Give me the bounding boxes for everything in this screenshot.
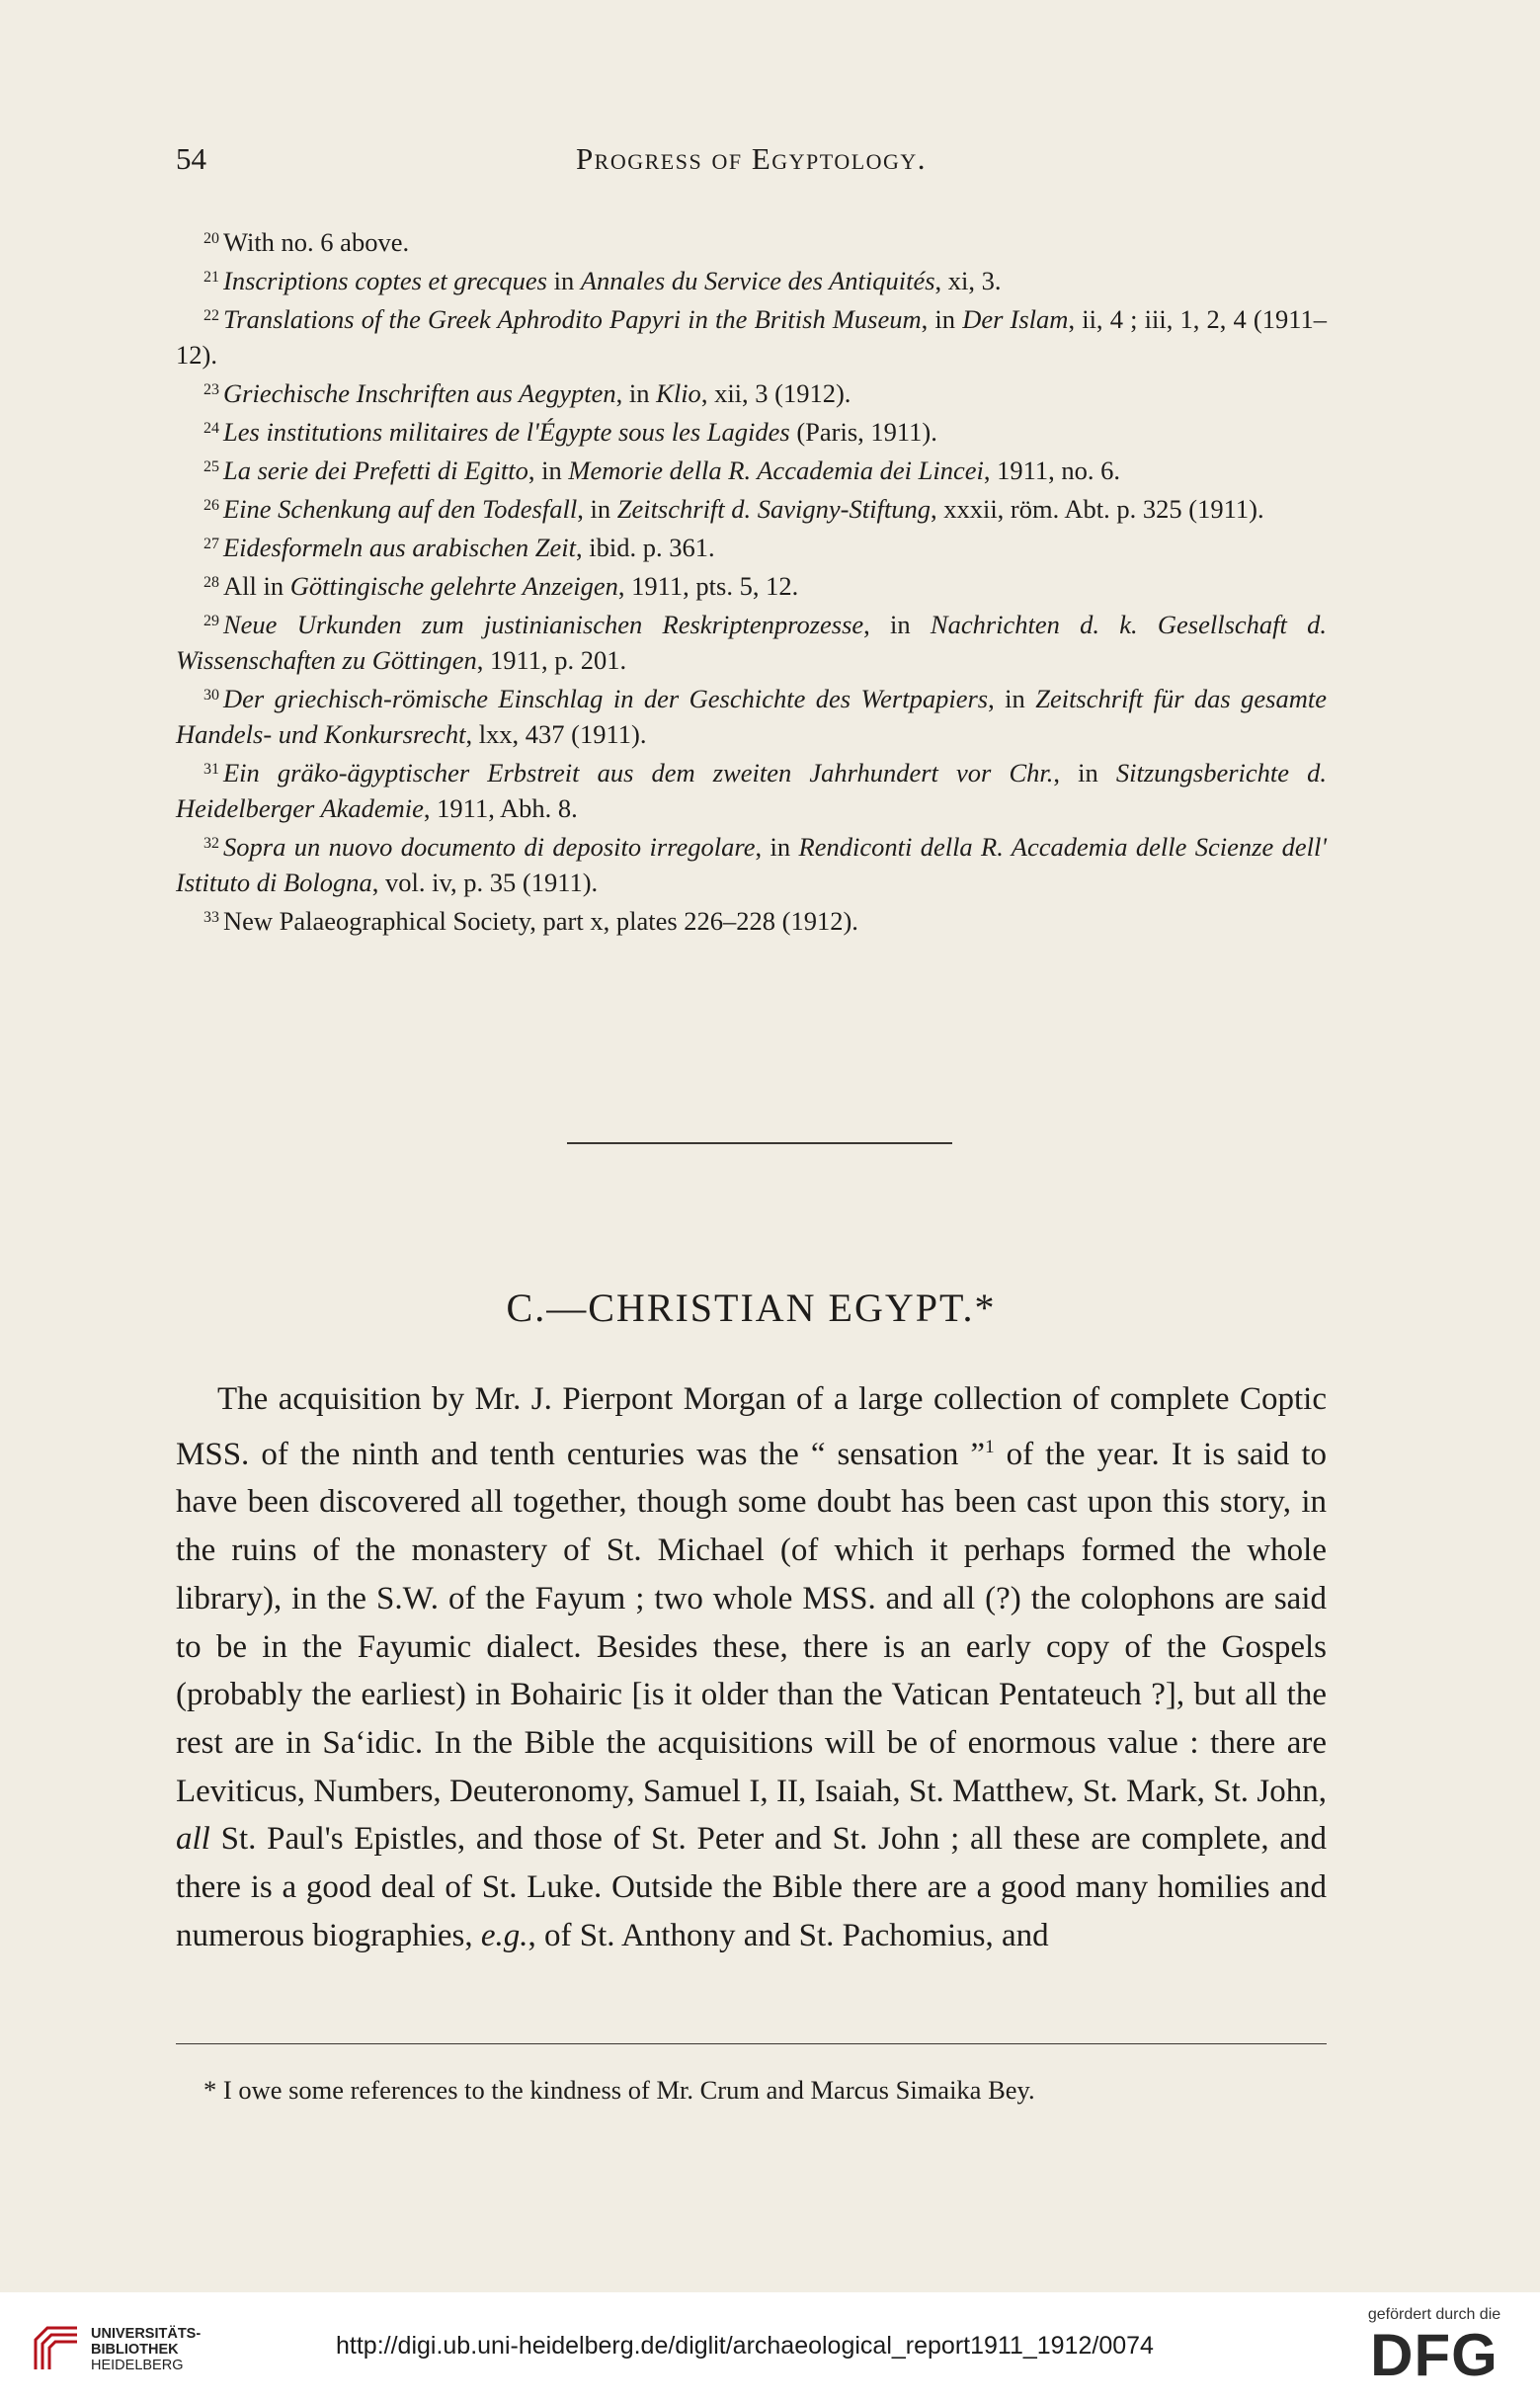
endnote bbox=[176, 450, 1327, 488]
endnote-title: Translations of the Greek Aphrodito Papyri in the British Museum bbox=[223, 304, 922, 334]
endnote-title: Eine Schenkung auf den Todesfall bbox=[223, 494, 578, 524]
endnote bbox=[176, 411, 1327, 450]
endnote bbox=[176, 752, 1327, 826]
body-italic: all bbox=[176, 1821, 210, 1858]
footnote-rule bbox=[176, 2043, 1327, 2044]
endnote-title: Nachrichten d. k. Gesellschaft d. Wissenschaften zu Göttingen bbox=[176, 610, 1328, 675]
endnote-title: Göttingische gelehrte Anzeigen bbox=[289, 571, 618, 601]
endnote bbox=[176, 565, 1327, 604]
endnote-text: , in bbox=[755, 832, 799, 862]
library-logo[interactable] bbox=[28, 2314, 235, 2383]
endnote-title: Memorie della R. Accademia dei Lincei bbox=[568, 456, 984, 485]
endnote-title: Sitzungsberichte d. Heidelberger Akademie bbox=[176, 758, 1327, 823]
page-number: 54 bbox=[176, 141, 206, 176]
endnote-text: , in bbox=[615, 378, 657, 408]
endnote bbox=[176, 260, 1327, 298]
endnote-number: 31 bbox=[203, 761, 219, 778]
endnote-number: 20 bbox=[203, 230, 219, 247]
endnote bbox=[176, 298, 1327, 373]
sponsor-caption: gefördert durch die bbox=[1367, 2306, 1501, 2323]
endnote bbox=[176, 826, 1327, 900]
endnote-title: La serie dei Prefetti di Egitto bbox=[223, 456, 528, 485]
endnote-text: , in bbox=[988, 684, 1036, 713]
endnote-text: , in bbox=[921, 304, 963, 334]
endnote-number: 26 bbox=[203, 497, 219, 514]
endnote-number: 32 bbox=[203, 835, 219, 852]
endnote-text: , xii, 3 (1912). bbox=[700, 378, 851, 408]
endnote-text: , 1911, p. 201. bbox=[476, 645, 627, 675]
endnote bbox=[176, 373, 1327, 411]
endnote-title: Zeitschrift d. Savigny-Stiftung bbox=[616, 494, 931, 524]
endnote-text: , lxx, 437 (1911). bbox=[465, 719, 647, 749]
endnote-text: , in bbox=[863, 610, 931, 639]
endnote-number: 27 bbox=[203, 536, 219, 552]
endnote-text: (Paris, 1911). bbox=[789, 417, 937, 447]
dfg-logo: DFG bbox=[1370, 2322, 1499, 2388]
library-name-line: HEIDELBERG bbox=[91, 2358, 184, 2373]
body-text bbox=[176, 1375, 1327, 1959]
endnote-text: , ii, 4 ; iii, 1, 2, 4 (1911–12). bbox=[176, 304, 1327, 370]
dfg-sponsor[interactable] bbox=[1350, 2306, 1518, 2395]
endnote-title: Sopra un nuovo documento di deposito irregolare bbox=[223, 832, 756, 862]
footnote-reference: 1 bbox=[985, 1436, 995, 1457]
endnote bbox=[176, 221, 1327, 260]
endnote-title: Zeitschrift für das gesamte Handels- und Konkursrecht bbox=[176, 684, 1328, 749]
endnote-text: , xxxii, röm. Abt. p. 325 (1911). bbox=[930, 494, 1264, 524]
endnote-text: , in bbox=[527, 456, 569, 485]
body-italic: e.g. bbox=[480, 1917, 528, 1953]
endnote-title: Rendiconti della R. Accademia delle Scienze dell' Istituto di Bologna bbox=[176, 832, 1327, 897]
section-heading: C.—CHRISTIAN EGYPT.* bbox=[506, 1285, 997, 1330]
running-title: Progress of Egyptology. bbox=[575, 141, 928, 176]
library-logo-icon bbox=[28, 2320, 85, 2377]
body-text-span: of the year. It is said to have been discovered all together, though some doubt has been cast upon this story, in the ruins of the monastery of St. Michael (of which it perhaps formed the whole library), in the S.W. of the Fayum ; two whole MSS. and all (?) the colophons are said to be in the Fayumic dialect. Besides these, there is an early copy of the Gospels (probably the earliest) in Bohairic [is it older than the Vatican Pentateuch ?], but all the rest are in Saʻidic. In the Bible the acquisitions will be of enormous value : there are Leviticus, Numbers, Deuteronomy, Samuel I, II, Isaiah, St. Matthew, St. Mark, St. John, bbox=[176, 1436, 1327, 1809]
section-divider bbox=[567, 1142, 952, 1144]
endnote-number: 28 bbox=[203, 574, 219, 591]
endnote-text: , xi, 3. bbox=[934, 266, 1002, 295]
endnote-text: , 1911, no. 6. bbox=[983, 456, 1120, 485]
endnote-title: Ein gräko-ägyptischer Erbstreit aus dem zweiten Jahrhundert vor Chr. bbox=[223, 758, 1054, 787]
endnote-text: , 1911, pts. 5, 12. bbox=[617, 571, 799, 601]
endnote-text: , in bbox=[577, 494, 617, 524]
endnote-number: 24 bbox=[203, 420, 219, 437]
endnote-text: All in bbox=[223, 571, 290, 601]
endnote-title: Der griechisch-römische Einschlag in der Geschichte des Wertpapiers bbox=[223, 684, 989, 713]
endnote bbox=[176, 678, 1327, 752]
endnote bbox=[176, 488, 1327, 527]
endnote-text: , vol. iv, p. 35 (1911). bbox=[371, 868, 599, 897]
viewer-footer bbox=[0, 2292, 1540, 2403]
endnote-text: , in bbox=[1053, 758, 1116, 787]
endnote bbox=[176, 604, 1327, 678]
endnote-title: Neue Urkunden zum justinianischen Reskriptenprozesse bbox=[223, 610, 864, 639]
endnote-number: 30 bbox=[203, 687, 219, 704]
endnote bbox=[176, 900, 1327, 939]
endnote-number: 21 bbox=[203, 269, 219, 286]
endnote-text: , 1911, Abh. 8. bbox=[423, 793, 578, 823]
endnote-text: in bbox=[547, 266, 581, 295]
endnote-number: 25 bbox=[203, 458, 219, 475]
endnote-title: Der Islam bbox=[962, 304, 1069, 334]
endnote-number: 23 bbox=[203, 381, 219, 398]
endnotes-list bbox=[176, 221, 1327, 939]
endnote-number: 33 bbox=[203, 909, 219, 926]
endnote-title: Inscriptions coptes et grecques bbox=[223, 266, 547, 295]
library-name-line: BIBLIOTHEK bbox=[91, 2342, 179, 2358]
endnote-title: Eidesformeln aus arabischen Zeit bbox=[223, 533, 576, 562]
endnote-text: , ibid. p. 361. bbox=[576, 533, 715, 562]
body-text-span: St. Paul's Epistles, and those of St. Peter and St. John ; all these are complete, and there is a good deal of St. Luke. Outside the Bible there are a good many homilies and numerous biographies, bbox=[176, 1821, 1327, 1953]
endnote-title: Griechische Inschriften aus Aegypten bbox=[223, 378, 616, 408]
endnote-number: 22 bbox=[203, 307, 219, 324]
endnote-text: With no. 6 above. bbox=[223, 227, 410, 257]
body-text-span: The acquisition by Mr. J. Pierpont Morgan of a large collection of complete Coptic MSS. of the ninth and tenth centuries was the “ sensation ” bbox=[176, 1381, 1327, 1472]
endnote-title: Annales du Service des Antiquités bbox=[580, 266, 935, 295]
endnote-number: 29 bbox=[203, 613, 219, 629]
page-header bbox=[176, 141, 1327, 191]
body-paragraph bbox=[176, 1375, 1327, 1959]
endnote-title: Les institutions militaires de l'Égypte sous les Lagides bbox=[223, 417, 790, 447]
footnote: * I owe some references to the kindness of Mr. Crum and Marcus Simaika Bey. bbox=[203, 2075, 1035, 2105]
endnote bbox=[176, 527, 1327, 565]
body-text-span: , of St. Anthony and St. Pachomius, and bbox=[527, 1917, 1049, 1953]
endnote-text: New Palaeographical Society, part x, plates 226–228 (1912). bbox=[223, 906, 858, 936]
permalink-url[interactable]: http://digi.ub.uni-heidelberg.de/diglit/archaeological_report1911_1912/0074 bbox=[336, 2332, 1154, 2360]
library-name-line: UNIVERSITÄTS- bbox=[91, 2326, 202, 2342]
endnote-title: Klio bbox=[656, 378, 701, 408]
library-name bbox=[91, 2326, 201, 2373]
